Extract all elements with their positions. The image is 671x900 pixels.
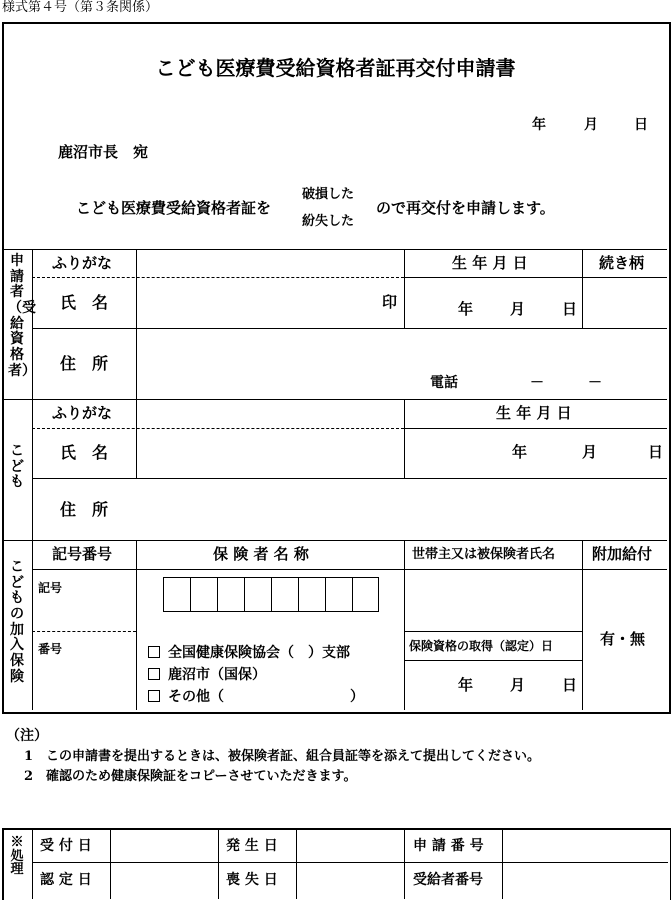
insurer-number-divider — [325, 577, 326, 612]
checkbox-icon[interactable] — [148, 690, 160, 702]
insurance-number-label: 番号 — [38, 642, 63, 656]
checkbox-icon[interactable] — [148, 668, 160, 680]
note-text: この申請書を提出するときは、被保険者証、組合員証等を添えて提出してください。 — [46, 749, 541, 764]
statement-option-damaged[interactable]: 破損した — [302, 187, 355, 202]
form-title: こども医療費受給資格者証再交付申請書 — [155, 56, 516, 80]
insurer-number-divider — [352, 577, 353, 612]
applicant-phone-label: 電話 — [430, 375, 458, 391]
applicant-dob-header: 生 年 月 日 — [452, 254, 528, 272]
occurrence-date-label: 発 生 日 — [226, 838, 278, 854]
notes-heading: （注） — [6, 728, 48, 744]
acquisition-day: 日 — [562, 676, 578, 694]
insurer-option-label: 全国健康保険協会（ ）支部 — [168, 645, 350, 661]
child-dob-day: 日 — [648, 443, 664, 461]
insurer-option-label: 鹿沼市（国保） — [168, 667, 266, 683]
child-address-label: 住 所 — [60, 500, 109, 519]
insurer-option-label: その他（ ） — [168, 689, 364, 705]
insurer-number-divider — [271, 577, 272, 612]
grid-line — [404, 399, 405, 478]
grid-line — [3, 540, 667, 541]
form-number: 様式第４号（第３条関係） — [2, 0, 159, 15]
child-dob-header: 生 年 月 日 — [496, 404, 572, 422]
statement-prefix: こども医療費受給資格者証を — [76, 199, 272, 217]
child-dob-year: 年 — [512, 443, 528, 461]
grid-line — [32, 828, 33, 899]
note-number: 1 — [24, 749, 34, 764]
applicant-furigana-label: ふりがな — [52, 254, 113, 272]
applicant-furigana-input[interactable] — [137, 250, 404, 277]
date-year-label: 年 — [532, 117, 546, 133]
insurer-name-header: 保 険 者 名 称 — [213, 545, 309, 563]
note-text: 確認のため健康保険証をコピーさせていただきます。 — [46, 769, 357, 784]
insurance-section-label: こどもの加入保険 — [10, 559, 24, 685]
grid-line — [404, 828, 405, 899]
applicant-name-input[interactable] — [137, 278, 404, 328]
applicant-phone-separator: － — [530, 375, 544, 391]
insurer-number-divider — [190, 577, 191, 612]
office-use-label: ※処理 — [10, 835, 24, 878]
grid-line — [32, 631, 136, 632]
office-use-table — [2, 828, 671, 900]
grid-line — [582, 540, 583, 710]
grid-line — [404, 660, 582, 661]
applicant-dob-month: 月 — [510, 300, 526, 318]
insurance-symbol-input[interactable] — [37, 596, 135, 630]
grid-line — [32, 862, 668, 863]
insurer-number-divider — [298, 577, 299, 612]
applicant-phone-separator: － — [588, 375, 602, 391]
insurer-number-divider — [217, 577, 218, 612]
child-name-label: 氏 名 — [60, 443, 109, 462]
recipient-number-label: 受給者番号 — [413, 872, 483, 888]
insurance-symbol-label: 記号 — [38, 581, 63, 595]
statement-option-lost[interactable]: 紛失した — [302, 214, 355, 229]
statement-suffix: ので再交付を申請します。 — [376, 199, 555, 217]
acquisition-month: 月 — [510, 676, 526, 694]
grid-line — [32, 249, 33, 710]
insurer-number-divider — [244, 577, 245, 612]
acquisition-year: 年 — [458, 676, 474, 694]
applicant-dob-day: 日 — [562, 300, 578, 318]
grid-line — [404, 249, 405, 328]
insurer-option-other[interactable] — [148, 686, 364, 706]
date-month-label: 月 — [584, 117, 598, 133]
applicant-address-label: 住 所 — [60, 354, 109, 373]
date-day-label: 日 — [634, 117, 648, 133]
child-dob-month: 月 — [582, 443, 598, 461]
insurer-option-kanuma[interactable] — [148, 664, 266, 684]
addressee: 鹿沼市長 宛 — [58, 143, 149, 161]
applicant-dob-year: 年 — [458, 300, 474, 318]
checkbox-icon[interactable] — [148, 646, 160, 658]
grid-line — [404, 428, 667, 429]
child-furigana-input[interactable] — [137, 400, 404, 428]
note-number: 2 — [24, 769, 34, 784]
insurance-number-input[interactable] — [37, 658, 135, 708]
applicant-relation-input[interactable] — [583, 278, 667, 328]
grid-line — [110, 828, 111, 899]
applicant-relation-header: 続き柄 — [599, 254, 645, 272]
applicant-name-label: 氏 名 — [60, 293, 109, 312]
grid-line — [502, 828, 503, 899]
applicant-section-label: 申請者（受給資格者） — [8, 253, 36, 379]
supplement-header: 附加給付 — [592, 545, 653, 563]
holder-name-header: 世帯主又は被保険者氏名 — [412, 547, 556, 562]
supplement-value[interactable]: 有・無 — [600, 630, 646, 648]
received-date-label: 受 付 日 — [40, 838, 92, 854]
grid-line — [404, 631, 582, 632]
grid-line — [218, 828, 219, 899]
applicant-seal-mark: 印 — [382, 293, 398, 311]
application-number-label: 申 請 番 号 — [413, 838, 484, 854]
insurer-option-kyokai[interactable] — [148, 642, 350, 662]
child-section-label: こども — [10, 443, 24, 491]
child-furigana-label: ふりがな — [52, 404, 113, 422]
child-name-input[interactable] — [137, 429, 404, 478]
grid-line — [296, 828, 297, 899]
approval-date-label: 認 定 日 — [40, 872, 92, 888]
loss-date-label: 喪 失 日 — [226, 872, 278, 888]
grid-line — [136, 540, 137, 710]
acquisition-date-header: 保険資格の取得（認定）日 — [409, 639, 554, 653]
holder-name-input[interactable] — [405, 570, 582, 631]
child-address-input[interactable] — [137, 479, 667, 540]
insurance-number-header: 記号番号 — [52, 545, 113, 563]
